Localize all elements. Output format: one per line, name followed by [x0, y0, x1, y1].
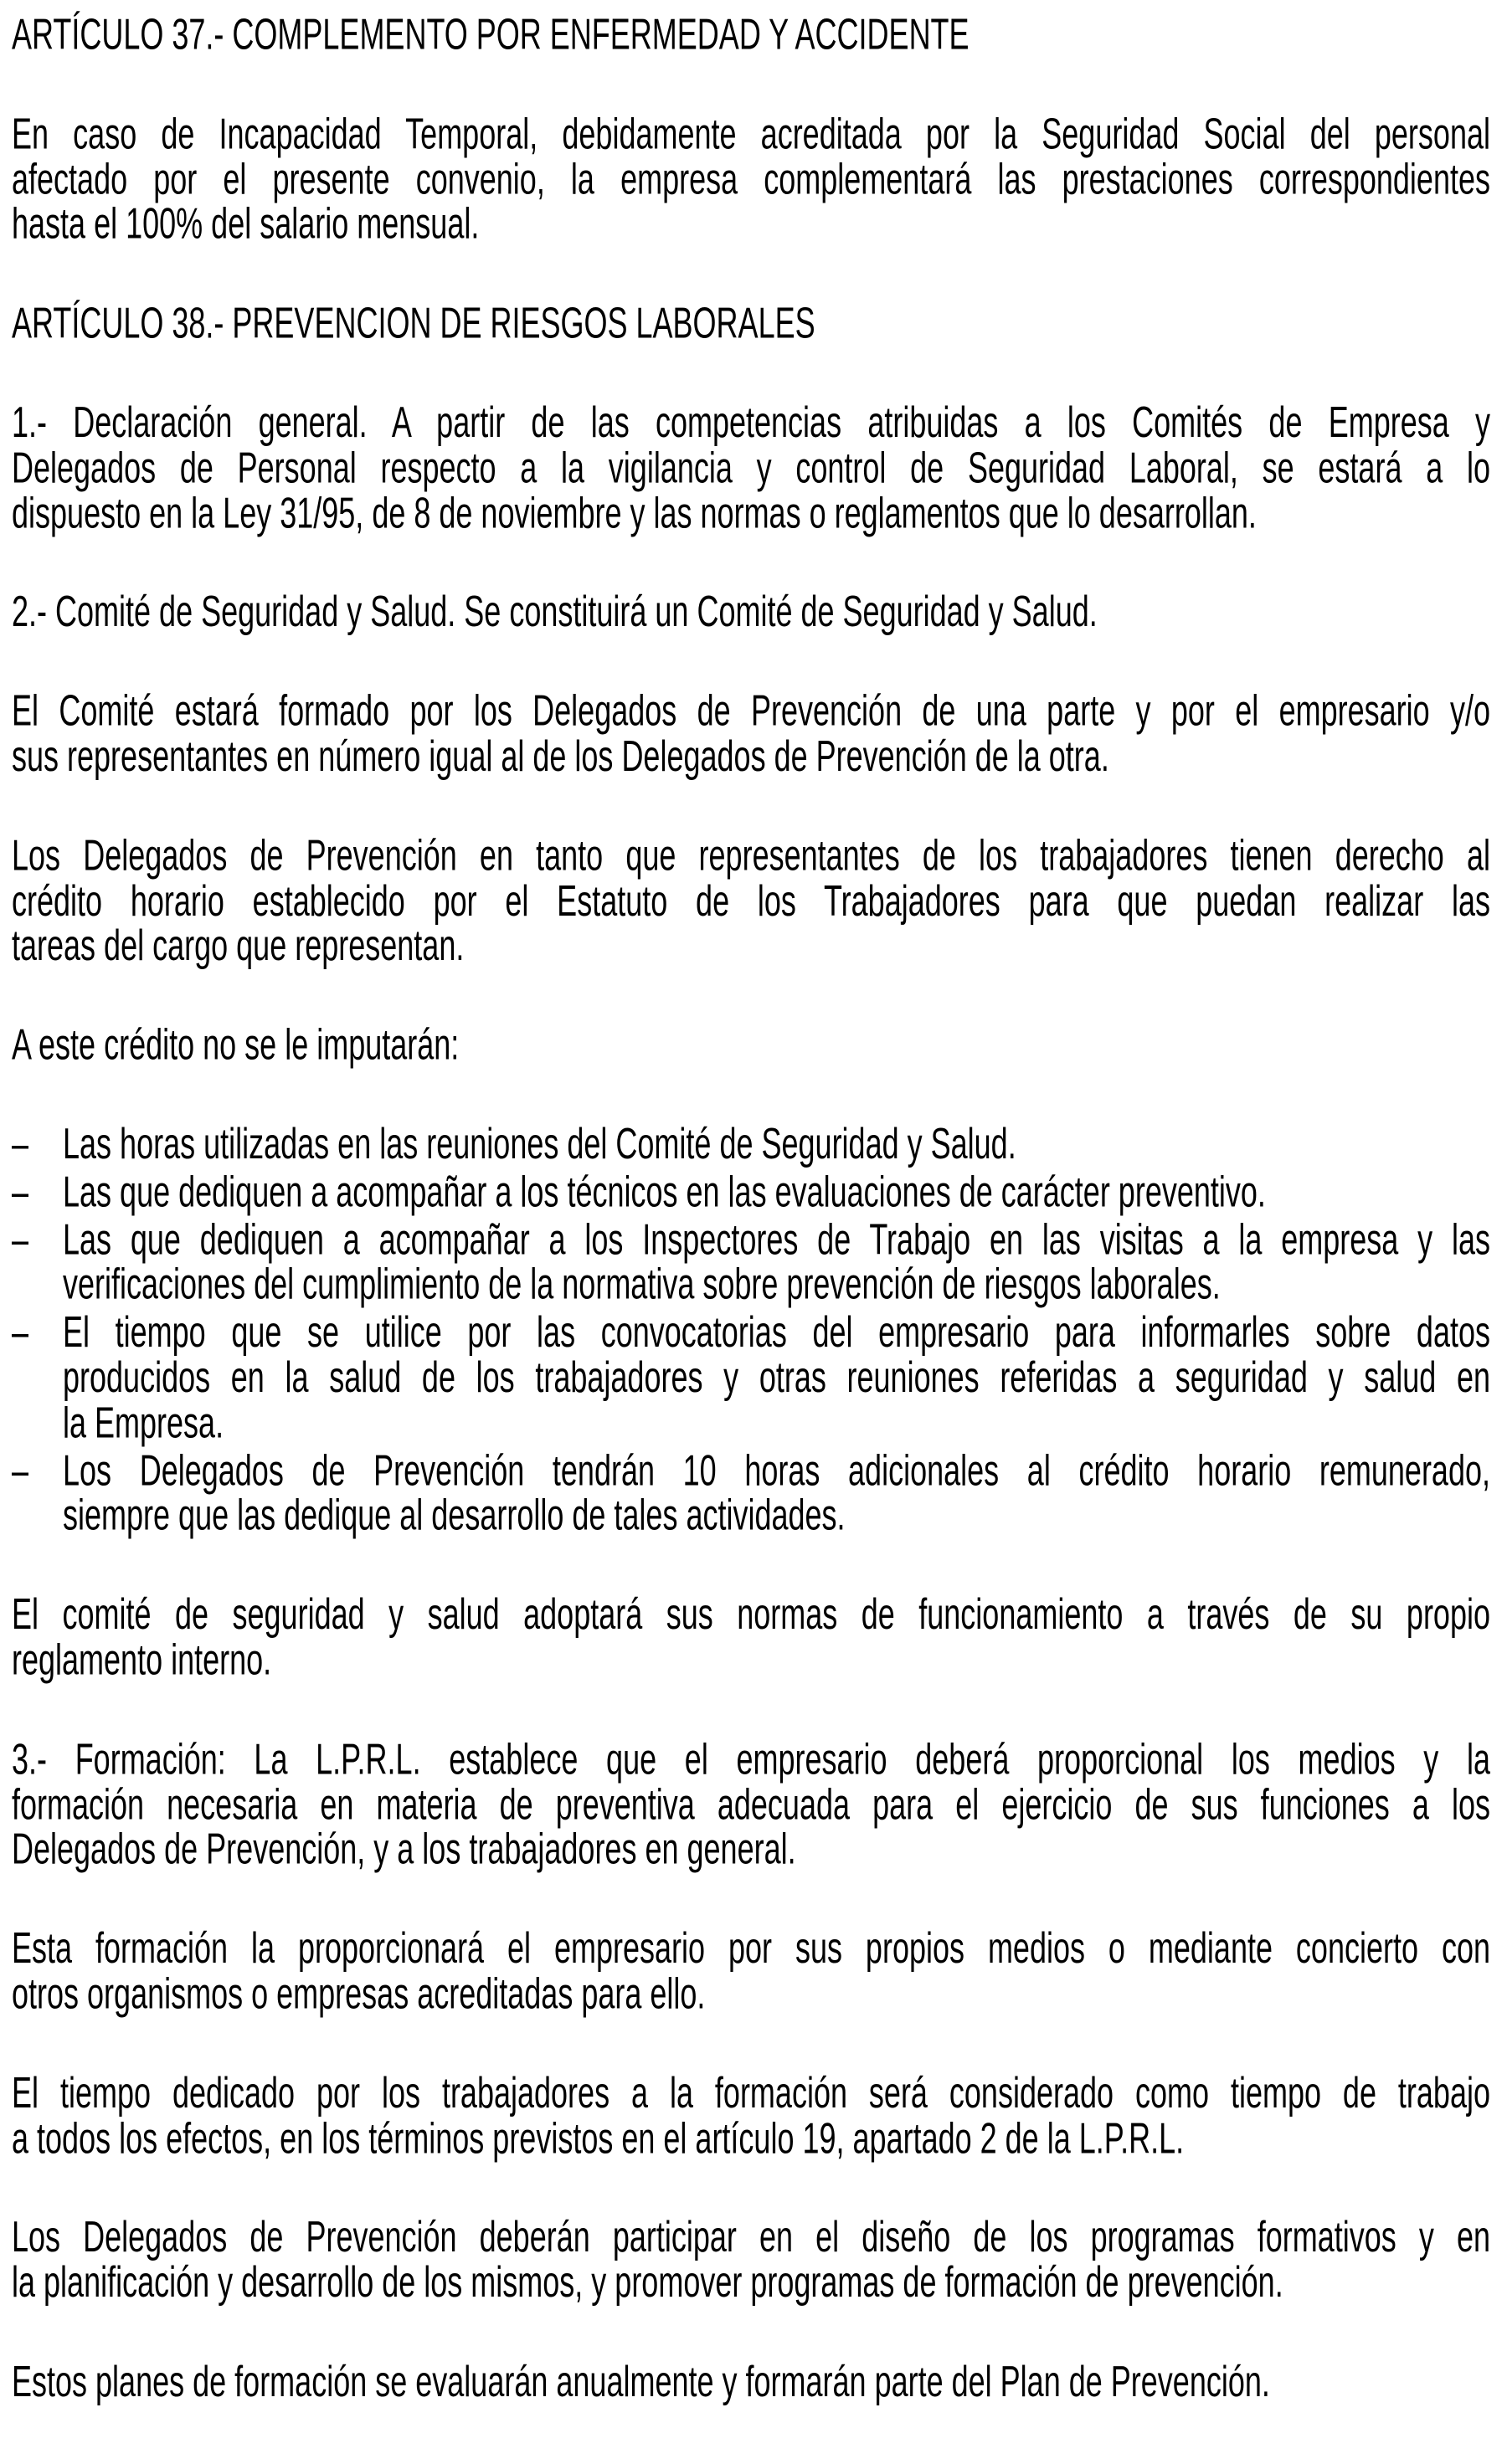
paragraph: [12, 1019, 1490, 1070]
bullet-line: producidos en la salud de los trabajadores y otras reuniones referidas a seguridad y salud en: [63, 1352, 1490, 1402]
paragraph-line: formación necesaria en materia de preventiva adecuada para el ejercicio de sus funciones a los: [12, 1779, 1490, 1829]
paragraph-line: sus representantes en número igual al de los Delegados de Prevención de la otra.: [12, 731, 1109, 781]
bullet-list: [12, 1118, 1490, 1540]
bullet-item: [12, 1166, 1490, 1216]
dash-bullet-marker: –: [12, 1118, 29, 1168]
paragraph: [12, 1733, 1490, 1874]
paragraph: [12, 589, 1490, 634]
paragraph-line: Delegados de Personal respecto a la vigilancia y control de Seguridad Laboral, se estará a lo: [12, 442, 1490, 492]
paragraph-line: otros organismos o empresas acreditadas para ello.: [12, 1969, 706, 2018]
dash-bullet-marker: –: [12, 1445, 29, 1495]
article-heading: ARTÍCULO 38.- PREVENCION DE RIESGOS LABORALES: [12, 298, 815, 347]
bullet-item: [12, 1306, 1490, 1447]
paragraph-line: 3.- Formación: La L.P.R.L. establece que el empresario deberá proporcional los medios y la: [12, 1733, 1490, 1784]
paragraph-line: hasta el 100% del salario mensual.: [12, 198, 480, 249]
bullet-line: Las horas utilizadas en las reuniones del Comité de Seguridad y Salud.: [63, 1118, 1016, 1168]
paragraph-line: Delegados de Prevención, y a los trabajadores en general.: [12, 1824, 796, 1874]
bullet-item-text: [63, 1445, 1490, 1540]
paragraph-line: dispuesto en la Ley 31/95, de 8 de noviembre y las normas o reglamentos que lo desarrollan.: [12, 487, 1257, 537]
paragraph-line: Los Delegados de Prevención en tanto que representantes de los trabajadores tienen derecho al: [12, 830, 1490, 880]
paragraph-line: 2.- Comité de Seguridad y Salud. Se constituirá un Comité de Seguridad y Salud.: [12, 587, 1098, 636]
paragraph-line: En caso de Incapacidad Temporal, debidamente acreditada por la Seguridad Social del personal: [12, 108, 1490, 158]
paragraph-line: A este crédito no se le imputarán:: [12, 1019, 460, 1070]
paragraph: [12, 1589, 1490, 1684]
paragraph: [12, 397, 1490, 537]
bullet-line: El tiempo que se utilice por las convocatorias del empresario para informarles sobre datos: [63, 1306, 1490, 1357]
paragraph-line: Esta formación la proporcionará el empresario por sus propios medios o mediante concierto con: [12, 1923, 1490, 1973]
bullet-line: la Empresa.: [63, 1397, 224, 1447]
bullet-item-text: [63, 1166, 1490, 1216]
dash-bullet-marker: –: [12, 1214, 29, 1264]
paragraph: [12, 830, 1490, 970]
bullet-line: verificaciones del cumplimiento de la normativa sobre prevención de riesgos laborales.: [63, 1259, 1221, 1309]
bullet-item: [12, 1118, 1490, 1168]
paragraph: [12, 2212, 1490, 2307]
paragraph-line: afectado por el presente convenio, la empresa complementará las prestaciones correspondientes: [12, 153, 1490, 203]
paragraph-line: a todos los efectos, en los términos previstos en el artículo 19, apartado 2 de la L.P.R.L.: [12, 2112, 1185, 2163]
paragraph-line: 1.- Declaración general. A partir de las competencias atribuidas a los Comités de Empresa y: [12, 397, 1490, 447]
article-heading: ARTÍCULO 37.- COMPLEMENTO POR ENFERMEDAD Y ACCIDENTE: [12, 9, 970, 59]
bullet-item: [12, 1214, 1490, 1309]
paragraph-line: El tiempo dedicado por los trabajadores a la formación será considerado como tiempo de trabajo: [12, 2067, 1490, 2118]
dash-bullet-marker: –: [12, 1166, 29, 1216]
paragraph: [12, 2067, 1490, 2163]
bullet-line: Los Delegados de Prevención tendrán 10 horas adicionales al crédito horario remunerado,: [63, 1445, 1490, 1495]
bullet-item-text: [63, 1118, 1490, 1168]
bullet-line: siempre que las dedique al desarrollo de tales actividades.: [63, 1490, 846, 1540]
paragraph-line: El comité de seguridad y salud adoptará sus normas de funcionamiento a través de su propio: [12, 1589, 1490, 1639]
bullet-line: Las que dediquen a acompañar a los Inspectores de Trabajo en las visitas a la empresa y las: [63, 1214, 1490, 1264]
paragraph: [12, 108, 1490, 249]
paragraph-line: reglamento interno.: [12, 1635, 272, 1684]
paragraph-line: Los Delegados de Prevención deberán participar en el diseño de los programas formativos y en: [12, 2212, 1490, 2261]
paragraph-line: crédito horario establecido por el Estatuto de los Trabajadores para que puedan realizar las: [12, 875, 1490, 925]
paragraph-line: la planificación y desarrollo de los mismos, y promover programas de formación de prevención.: [12, 2257, 1283, 2307]
paragraph-line: tareas del cargo que representan.: [12, 921, 465, 970]
dash-bullet-marker: –: [12, 1306, 29, 1357]
bullet-line: Las que dediquen a acompañar a los técnicos en las evaluaciones de carácter preventivo.: [63, 1166, 1266, 1216]
paragraph: [12, 2356, 1490, 2406]
paragraph-line: El Comité estará formado por los Delegados de Prevención de una parte y por el empresario y/o: [12, 685, 1490, 736]
paragraph: [12, 685, 1490, 781]
bullet-item: [12, 1445, 1490, 1540]
bullet-item-text: [63, 1306, 1490, 1447]
paragraph: [12, 1923, 1490, 2018]
paragraph-line: Estos planes de formación se evaluarán anualmente y formarán parte del Plan de Prevención.: [12, 2356, 1270, 2406]
bullet-item-text: [63, 1214, 1490, 1309]
